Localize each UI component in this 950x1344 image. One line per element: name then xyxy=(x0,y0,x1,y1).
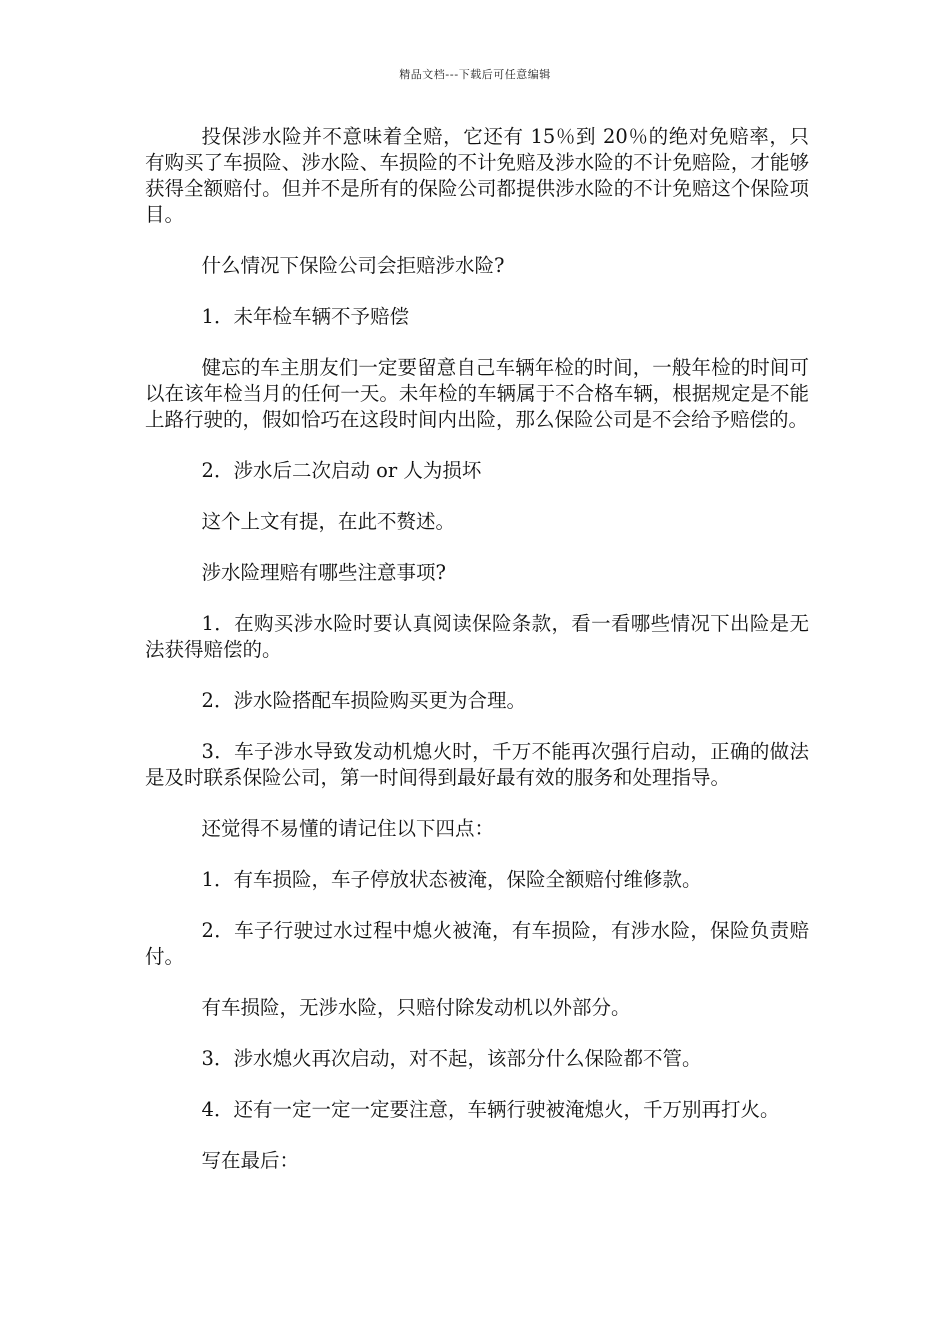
document-body xyxy=(145,124,809,1199)
page-header: 精品文档---下载后可任意编辑 xyxy=(399,68,551,81)
paragraph: 这个上文有提，在此不赘述。 xyxy=(201,510,456,533)
list-item: 3．涉水熄火再次启动，对不起，该部分什么保险都不管。 xyxy=(201,1047,702,1070)
list-item: 3．车子涉水导致发动机熄火时，千万不能再次强行启动，正确的做法是及时联系保险公司，第一时间得到最好最有效的服务和处理指导。 xyxy=(145,740,809,789)
paragraph: 健忘的车主朋友们一定要留意自己车辆年检的时间，一般年检的时间可以在该年检当月的任何一天。未年检的车辆属于不合格车辆，根据规定是不能上路行驶的，假如恰巧在这段时间内出险，那么保险公司是不会给予赔偿的。 xyxy=(145,356,809,431)
list-item: 1．有车损险，车子停放状态被淹，保险全额赔付维修款。 xyxy=(201,868,702,891)
list-item: 1．在购买涉水险时要认真阅读保险条款，看一看哪些情况下出险是无法获得赔偿的。 xyxy=(145,612,809,661)
list-item: 2．涉水后二次启动 or 人为损坏 xyxy=(201,459,482,482)
question-heading: 什么情况下保险公司会拒赔涉水险? xyxy=(201,254,505,277)
question-heading: 涉水险理赔有哪些注意事项? xyxy=(201,561,447,584)
closing-heading: 写在最后： xyxy=(201,1149,300,1172)
list-item: 1．未年检车辆不予赔偿 xyxy=(201,305,409,328)
paragraph: 有车损险，无涉水险，只赔付除发动机以外部分。 xyxy=(201,996,631,1019)
paragraph: 投保涉水险并不意味着全赔，它还有 15％到 20％的绝对免赔率，只有购买了车损险、涉水险、车损险的不计免赔及涉水险的不计免赔险，才能够获得全额赔付。但并不是所有的保险公司都提供涉水险的不计免赔这个保险项目。 xyxy=(145,125,809,226)
paragraph: 还觉得不易懂的请记住以下四点： xyxy=(201,817,495,840)
list-item: 2．涉水险搭配车损险购买更为合理。 xyxy=(201,689,526,712)
list-item: 2．车子行驶过水过程中熄火被淹，有车损险，有涉水险，保险负责赔付。 xyxy=(145,919,809,968)
list-item: 4．还有一定一定一定要注意，车辆行驶被淹熄火，千万别再打火。 xyxy=(201,1098,780,1121)
